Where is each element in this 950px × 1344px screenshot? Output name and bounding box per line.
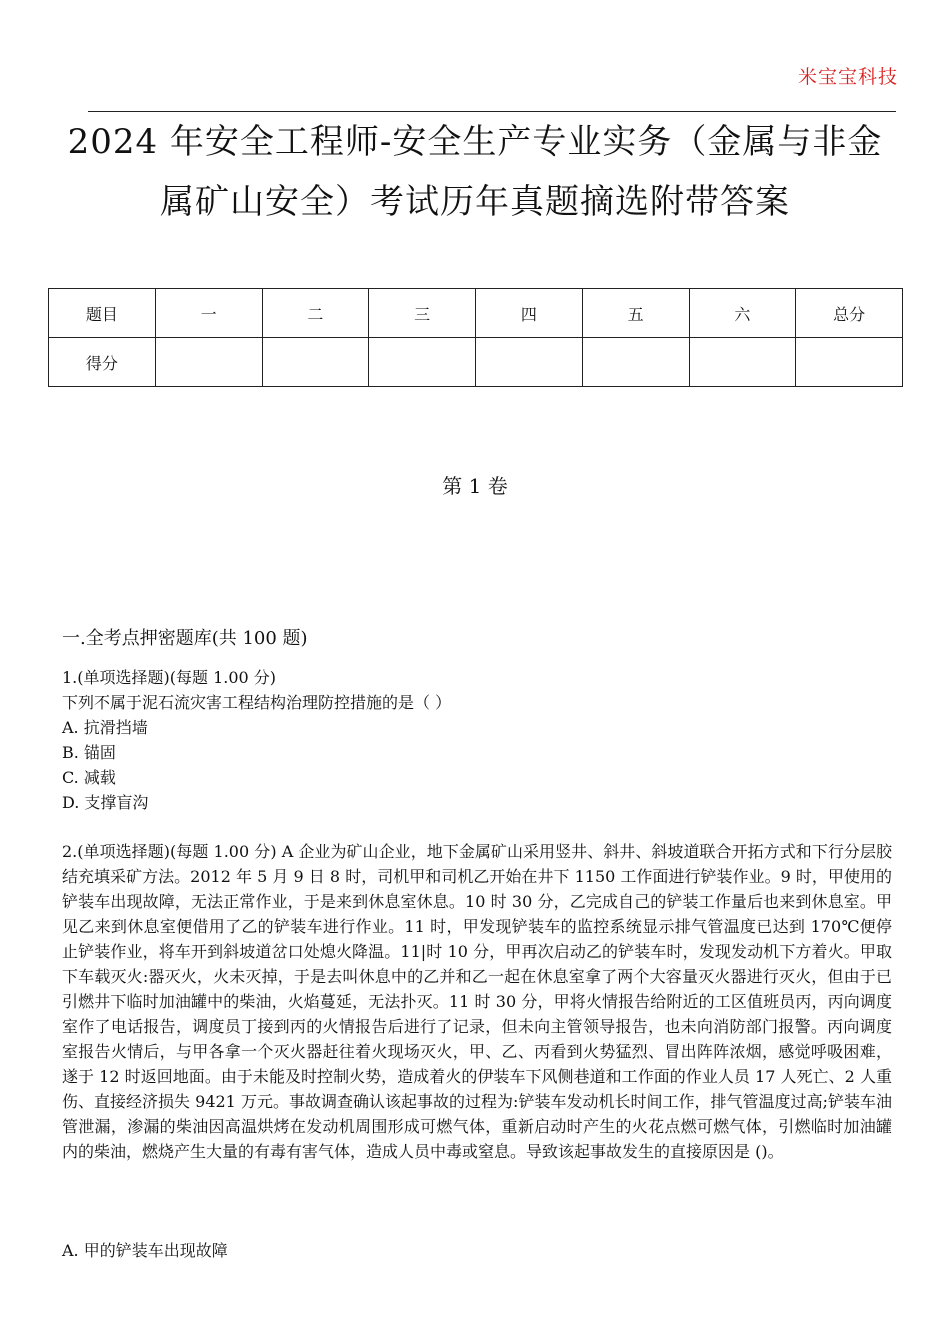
section-title: 一.全考点押密题库(共 100 题) (62, 628, 308, 649)
volume-heading: 第 1 卷 (442, 474, 508, 498)
score-cell (476, 338, 583, 387)
score-table-row (49, 338, 903, 387)
score-header-cell: 一 (155, 289, 262, 338)
watermark: 米宝宝科技 (797, 66, 898, 88)
question-header: 1.(单项选择题)(每题 1.00 分) (62, 668, 277, 687)
score-header-cell: 三 (369, 289, 476, 338)
score-header-cell: 总分 (796, 289, 903, 338)
option-a: A. 甲的铲装车出现故障 (62, 1241, 228, 1260)
score-cell (262, 338, 369, 387)
question-1 (62, 665, 892, 815)
option-c: C. 减载 (62, 768, 116, 787)
option-b: B. 锚固 (62, 743, 116, 762)
score-header-cell: 六 (689, 289, 796, 338)
score-cell (689, 338, 796, 387)
question-text: 2.(单项选择题)(每题 1.00 分) A 企业为矿山企业，地下金属矿山采用竖井、斜井、斜坡道联合开拓方式和下行分层胶结充填采矿方法。2012 年 5 月 9 日 8 时，司机甲和司机乙开始在井下 1150 工作面进行铲装作业。9 时，甲使用的铲装车出现故障，无法正常作业，于是来到休息室休息。10 时 30 分，乙完成自己的铲装工作量后也来到休息室。甲见乙来到休息室便借用了乙的铲装车进行作业。11 时，甲发现铲装车的监控系统显示排气管温度已达到 170℃便停止铲装作业，将车开到斜坡道岔口处熄火降温。11|时 10 分，甲再次启动乙的铲装车时，发现发动机下方着火。甲取下车载灭火:器灭火，火未灭掉，于是去叫休息中的乙并和乙一起在休息室拿了两个大容量灭火器进行灭火，但由于已引燃井下临时加油罐中的柴油，火焰蔓延，无法扑灭。11 时 30 分，甲将火情报告给附近的工区值班员丙，丙向调度室作了电话报告，调度员丁接到丙的火情报告后进行了记录，但未向主管领导报告，也未向消防部门报警。丙向调度室报告火情后，与甲各拿一个灭火器赶往着火现场灭火，甲、乙、丙看到火势猛烈、冒出阵阵浓烟，感觉呼吸困难，遂于 12 时返回地面。由于未能及时控制火势，造成着火的伊装车下风侧巷道和工作面的作业人员 17 人死亡、2 人重伤、直接经济损失 9421 万元。事故调查确认该起事故的过程为:铲装车发动机长时间工作，排气管温度过高;铲装车油管泄漏，渗漏的柴油因高温烘烤在发动机周围形成可燃气体，重新启动时产生的火花点燃可燃气体，引燃临时加油罐内的柴油，燃烧产生大量的有毒有害气体，造成人员中毒或窒息。导致该起事故发生的直接原因是 ()。 (62, 842, 892, 1161)
option-d: D. 支撑盲沟 (62, 793, 149, 812)
question-2 (62, 839, 892, 1164)
score-cell (369, 338, 476, 387)
score-header-cell: 五 (582, 289, 689, 338)
score-table (48, 288, 903, 387)
option-a: A. 抗滑挡墙 (62, 718, 148, 737)
score-row-label: 得分 (49, 338, 156, 387)
score-table-header-row (49, 289, 903, 338)
score-header-cell: 题目 (49, 289, 156, 338)
question-stem: 下列不属于泥石流灾害工程结构治理防控措施的是（ ） (62, 693, 452, 712)
document-title: 2024 年安全工程师-安全生产专业实务（金属与非金属矿山安全）考试历年真题摘选附带答案 (67, 122, 883, 222)
score-cell (155, 338, 262, 387)
score-header-cell: 二 (262, 289, 369, 338)
score-header-cell: 四 (476, 289, 583, 338)
question-2-options (62, 1238, 892, 1263)
score-cell (582, 338, 689, 387)
score-cell (796, 338, 903, 387)
